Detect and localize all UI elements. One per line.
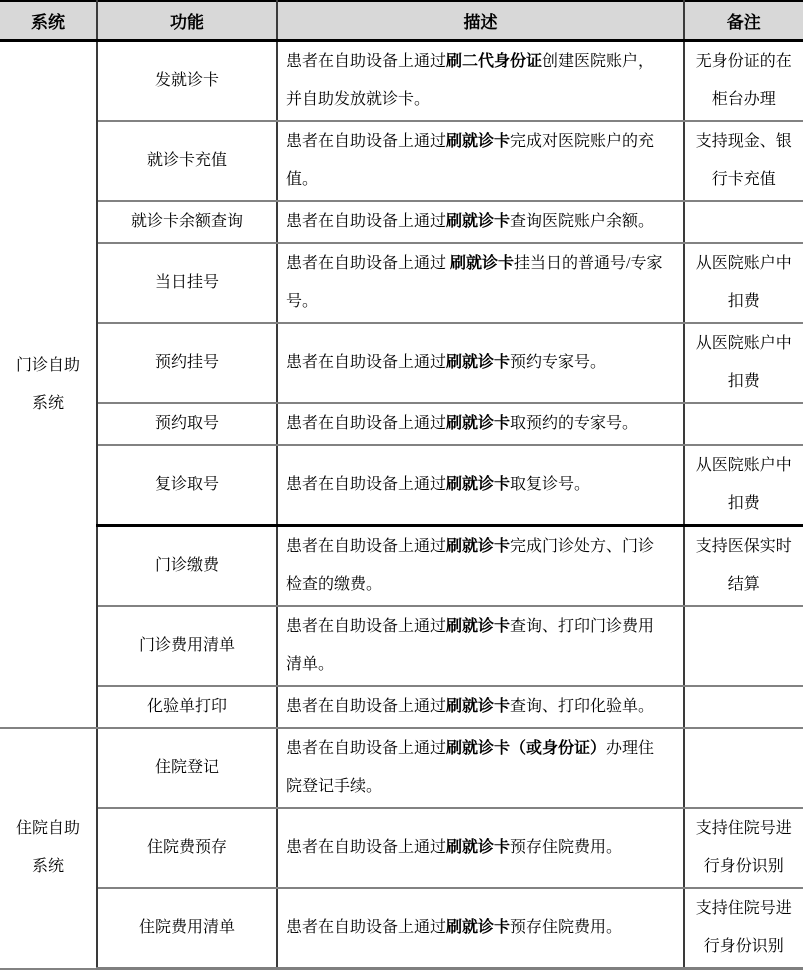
description-prefix: 患者在自助设备上通过 bbox=[286, 53, 447, 70]
remark-cell bbox=[684, 686, 803, 728]
description-cell bbox=[277, 606, 684, 686]
header-row bbox=[0, 1, 803, 41]
description-bold-segment: 刷就诊卡 bbox=[446, 354, 511, 371]
remark-cell: 支持住院号进行身份识别 bbox=[684, 888, 803, 969]
description-suffix: 查询、打印门诊费用清单。 bbox=[286, 618, 655, 673]
description-bold-segment: 刷就诊卡 bbox=[446, 133, 511, 150]
column-header-remark: 备注 bbox=[684, 1, 803, 41]
table-row bbox=[0, 121, 803, 201]
function-cell: 住院费用清单 bbox=[97, 888, 277, 969]
function-cell: 门诊费用清单 bbox=[97, 606, 277, 686]
description-cell bbox=[277, 888, 684, 969]
description-cell bbox=[277, 243, 684, 323]
system-label-line: 系统 bbox=[31, 394, 64, 412]
description-cell bbox=[277, 41, 684, 122]
remark-cell bbox=[684, 201, 803, 243]
description-suffix: 预存住院费用。 bbox=[510, 919, 623, 936]
description-prefix: 患者在自助设备上通过 bbox=[286, 476, 447, 493]
remark-cell bbox=[684, 606, 803, 686]
description-prefix: 患者在自助设备上通过 bbox=[286, 213, 447, 230]
remark-cell: 支持住院号进行身份识别 bbox=[684, 808, 803, 888]
description-cell bbox=[277, 201, 684, 243]
table-row bbox=[0, 243, 803, 323]
description-bold-segment: 刷就诊卡 bbox=[446, 476, 511, 493]
description-bold-segment: 刷就诊卡 bbox=[446, 919, 511, 936]
description-cell bbox=[277, 728, 684, 808]
description-prefix: 患者在自助设备上通过 bbox=[286, 415, 447, 432]
system-label-line: 门诊自助 bbox=[15, 356, 80, 374]
description-bold-segment: 刷就诊卡 bbox=[446, 415, 511, 432]
description-bold-segment: 刷就诊卡 bbox=[446, 213, 511, 230]
remark-cell: 从医院账户中扣费 bbox=[684, 243, 803, 323]
description-suffix: 预约专家号。 bbox=[510, 354, 607, 371]
description-cell bbox=[277, 121, 684, 201]
function-cell: 住院登记 bbox=[97, 728, 277, 808]
description-bold-segment: 刷就诊卡 bbox=[446, 698, 511, 715]
function-cell: 就诊卡充值 bbox=[97, 121, 277, 201]
table-body bbox=[0, 41, 803, 969]
column-header-system: 系统 bbox=[0, 1, 97, 41]
function-cell: 预约取号 bbox=[97, 403, 277, 445]
description-cell bbox=[277, 526, 684, 607]
remark-cell: 从医院账户中扣费 bbox=[684, 445, 803, 526]
remark-cell: 支持现金、银行卡充值 bbox=[684, 121, 803, 201]
remark-cell: 从医院账户中扣费 bbox=[684, 323, 803, 403]
function-cell: 就诊卡余额查询 bbox=[97, 201, 277, 243]
description-bold-segment: 刷二代身份证 bbox=[446, 53, 543, 70]
description-bold-segment: 刷就诊卡 bbox=[446, 538, 511, 555]
remark-cell bbox=[684, 728, 803, 808]
remark-cell: 无身份证的在柜台办理 bbox=[684, 41, 803, 122]
description-cell bbox=[277, 403, 684, 445]
description-suffix: 预存住院费用。 bbox=[510, 839, 623, 856]
description-suffix: 创建医院账户，并自助发放就诊卡。 bbox=[286, 53, 655, 108]
system-cell bbox=[0, 728, 97, 969]
description-bold-segment: 刷就诊卡 bbox=[446, 839, 511, 856]
description-prefix: 患者在自助设备上通过 bbox=[286, 740, 447, 757]
description-suffix: 挂当日的普通号/专家号。 bbox=[286, 255, 663, 310]
description-cell bbox=[277, 323, 684, 403]
function-cell: 门诊缴费 bbox=[97, 526, 277, 607]
description-prefix: 患者在自助设备上通过 bbox=[286, 919, 447, 936]
system-label-line: 住院自助 bbox=[15, 820, 80, 838]
description-prefix: 患者在自助设备上通过 bbox=[286, 255, 451, 272]
description-suffix: 完成对医院账户的充值。 bbox=[286, 133, 655, 188]
table-row bbox=[0, 686, 803, 728]
description-suffix: 查询医院账户余额。 bbox=[510, 213, 655, 230]
remark-cell: 支持医保实时结算 bbox=[684, 526, 803, 607]
table-row bbox=[0, 728, 803, 808]
description-cell bbox=[277, 445, 684, 526]
table-row bbox=[0, 606, 803, 686]
description-bold-segment: 刷就诊卡 bbox=[446, 618, 511, 635]
description-cell bbox=[277, 808, 684, 888]
table-row bbox=[0, 201, 803, 243]
function-cell: 预约挂号 bbox=[97, 323, 277, 403]
table-row bbox=[0, 526, 803, 607]
system-cell bbox=[0, 41, 97, 729]
table-row bbox=[0, 445, 803, 526]
description-suffix: 取复诊号。 bbox=[510, 476, 591, 493]
description-suffix: 完成门诊处方、门诊检查的缴费。 bbox=[286, 538, 655, 593]
description-prefix: 患者在自助设备上通过 bbox=[286, 698, 447, 715]
system-label-line: 系统 bbox=[31, 858, 64, 876]
description-bold-segment: 刷就诊卡 bbox=[450, 255, 515, 272]
description-bold-segment: 刷就诊卡（或身份证） bbox=[446, 740, 607, 757]
function-cell: 复诊取号 bbox=[97, 445, 277, 526]
description-prefix: 患者在自助设备上通过 bbox=[286, 618, 447, 635]
description-cell bbox=[277, 686, 684, 728]
table-row bbox=[0, 403, 803, 445]
function-cell: 化验单打印 bbox=[97, 686, 277, 728]
function-cell: 当日挂号 bbox=[97, 243, 277, 323]
description-prefix: 患者在自助设备上通过 bbox=[286, 839, 447, 856]
function-cell: 住院费预存 bbox=[97, 808, 277, 888]
table-row bbox=[0, 41, 803, 122]
description-suffix: 取预约的专家号。 bbox=[510, 415, 639, 432]
description-prefix: 患者在自助设备上通过 bbox=[286, 538, 447, 555]
table-row bbox=[0, 888, 803, 969]
function-cell: 发就诊卡 bbox=[97, 41, 277, 122]
table-row bbox=[0, 808, 803, 888]
column-header-function: 功能 bbox=[97, 1, 277, 41]
remark-cell bbox=[684, 403, 803, 445]
table-row bbox=[0, 323, 803, 403]
description-suffix: 查询、打印化验单。 bbox=[510, 698, 655, 715]
table-header bbox=[0, 1, 803, 41]
description-prefix: 患者在自助设备上通过 bbox=[286, 133, 447, 150]
column-header-description: 描述 bbox=[277, 1, 684, 41]
description-prefix: 患者在自助设备上通过 bbox=[286, 354, 447, 371]
description-suffix: 办理住院登记手续。 bbox=[286, 740, 655, 795]
